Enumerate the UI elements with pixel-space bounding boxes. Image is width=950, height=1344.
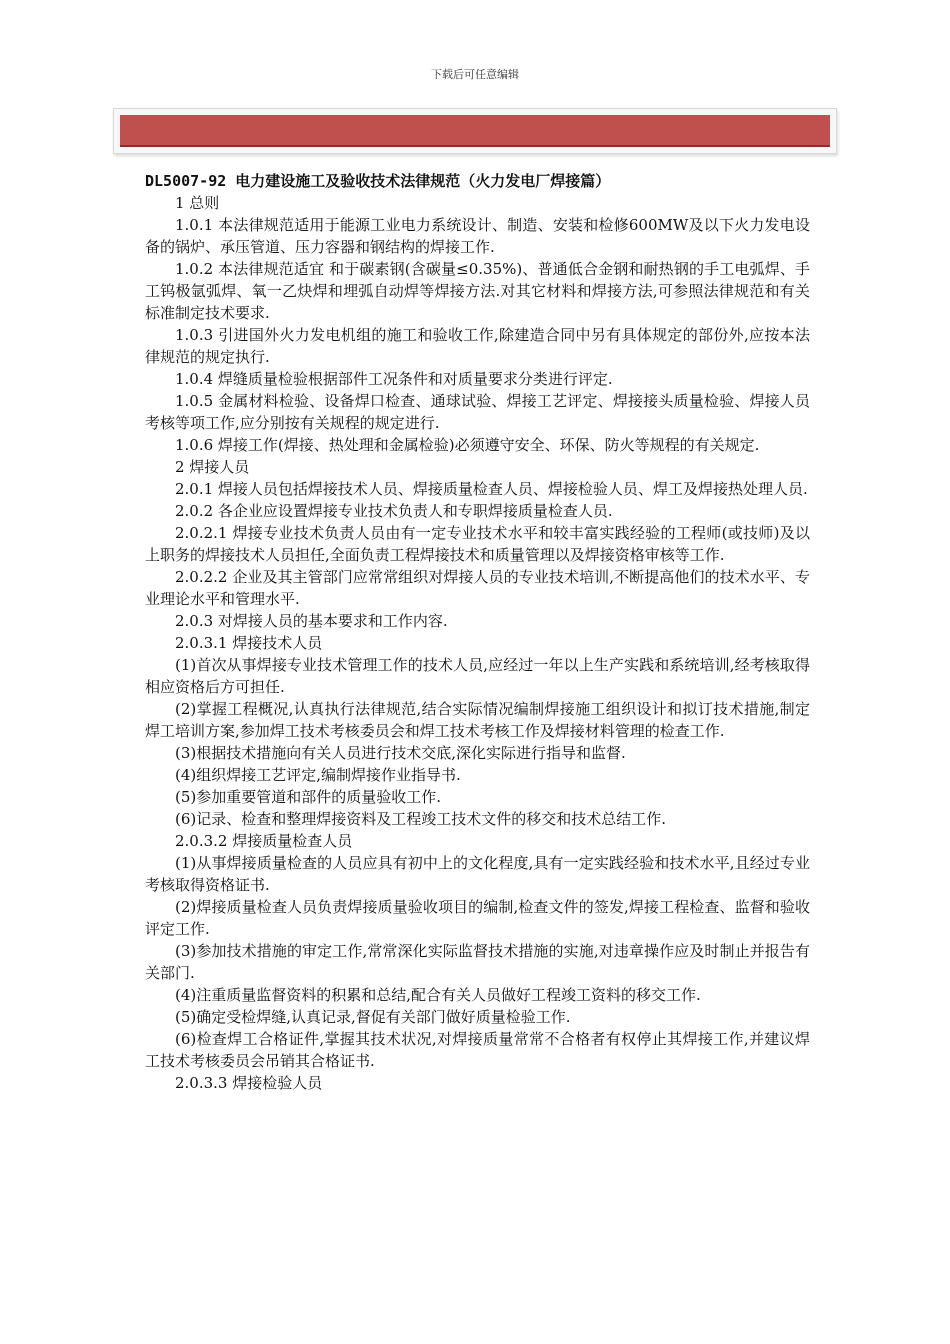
paragraph: (2)焊接质量检查人员负责焊接质量验收项目的编制,检查文件的签发,焊接工程检查、监督和验收评定工作.	[145, 898, 810, 938]
paragraph: 1.0.5 金属材料检验、设备焊口检查、通球试验、焊接工艺评定、焊接接头质量检验、焊接人员考核等项工作,应分别按有关规程的规定进行.	[145, 392, 810, 432]
paragraph: 2.0.1 焊接人员包括焊接技术人员、焊接质量检查人员、焊接检验人员、焊工及焊接热处理人员.	[175, 480, 808, 498]
paragraph: 1.0.6 焊接工作(焊接、热处理和金属检验)必须遵守安全、环保、防火等规程的有关规定.	[175, 436, 760, 454]
paragraph: 2.0.2 各企业应设置焊接专业技术负责人和专职焊接质量检查人员.	[175, 502, 613, 520]
page-header-note: 下载后可任意编辑	[431, 68, 519, 81]
paragraph: (5)参加重要管道和部件的质量验收工作.	[175, 788, 442, 806]
paragraph: (6)检查焊工合格证件,掌握其技术状况,对焊接质量常常不合格者有权停止其焊接工作,并建议焊工技术考核委员会吊销其合格证书.	[145, 1030, 810, 1070]
paragraph: (4)组织焊接工艺评定,编制焊接作业指导书.	[175, 766, 461, 784]
paragraph: (2)掌握工程概况,认真执行法律规范,结合实际情况编制焊接施工组织设计和拟订技术措施,制定焊工培训方案,参加焊工技术考核委员会和焊工技术考核工作及焊接材料管理的检查工作.	[145, 700, 810, 740]
paragraph: (3)参加技术措施的审定工作,常常深化实际监督技术措施的实施,对违章操作应及时制止并报告有关部门.	[145, 942, 810, 982]
paragraph: 1.0.4 焊缝质量检验根据部件工况条件和对质量要求分类进行评定.	[175, 370, 613, 388]
section-heading: 1 总则	[175, 194, 220, 212]
paragraph: 2.0.2.2 企业及其主管部门应常常组织对焊接人员的专业技术培训,不断提高他们的技术水平、专业理论水平和管理水平.	[145, 568, 810, 608]
banner-red-bar	[120, 115, 830, 147]
paragraph: 2.0.3 对焊接人员的基本要求和工作内容.	[175, 612, 448, 630]
paragraph: 1.0.3 引进国外火力发电机组的施工和验收工作,除建造合同中另有具体规定的部份外,应按本法律规范的规定执行.	[145, 326, 810, 366]
paragraph: 2.0.2.1 焊接专业技术负责人员由有一定专业技术水平和较丰富实践经验的工程师(或技师)及以上职务的焊接技术人员担任,全面负责工程焊接技术和质量管理以及焊接资格审核等工作.	[145, 524, 810, 564]
paragraph-list	[145, 192, 810, 1094]
paragraph: 2.0.3.1 焊接技术人员	[175, 634, 323, 652]
paragraph: (5)确定受检焊缝,认真记录,督促有关部门做好质量检验工作.	[175, 1008, 571, 1026]
paragraph: 1.0.2 本法律规范适宜 和于碳素钢(含碳量≤0.35%)、普通低合金钢和耐热钢的手工电弧焊、手工钨极氩弧焊、氧一乙炔焊和埋弧自动焊等焊接方法.对其它材料和焊接方法,可参照法律规范和有关标准制定技术要求.	[145, 260, 810, 322]
document-body	[145, 170, 810, 1094]
paragraph: 2.0.3.2 焊接质量检查人员	[175, 832, 353, 850]
decorative-banner	[113, 108, 837, 154]
paragraph: (6)记录、检查和整理焊接资料及工程竣工技术文件的移交和技术总结工作.	[175, 810, 667, 828]
paragraph: (1)从事焊接质量检查的人员应具有初中上的文化程度,具有一定实践经验和技术水平,且经过专业考核取得资格证书.	[145, 854, 810, 894]
section-heading: 2 焊接人员	[175, 458, 250, 476]
paragraph: 2.0.3.3 焊接检验人员	[175, 1074, 323, 1092]
paragraph: (4)注重质量监督资料的积累和总结,配合有关人员做好工程竣工资料的移交工作.	[175, 986, 701, 1004]
paragraph: (1)首次从事焊接专业技术管理工作的技术人员,应经过一年以上生产实践和系统培训,经考核取得相应资格后方可担任.	[145, 656, 810, 696]
document-title: DL5007-92 电力建设施工及验收技术法律规范（火力发电厂焊接篇）	[145, 172, 611, 190]
paragraph: (3)根据技术措施向有关人员进行技术交底,深化实际进行指导和监督.	[175, 744, 626, 762]
paragraph: 1.0.1 本法律规范适用于能源工业电力系统设计、制造、安装和检修600MW及以下火力发电设备的锅炉、承压管道、压力容器和钢结构的焊接工作.	[145, 216, 810, 256]
